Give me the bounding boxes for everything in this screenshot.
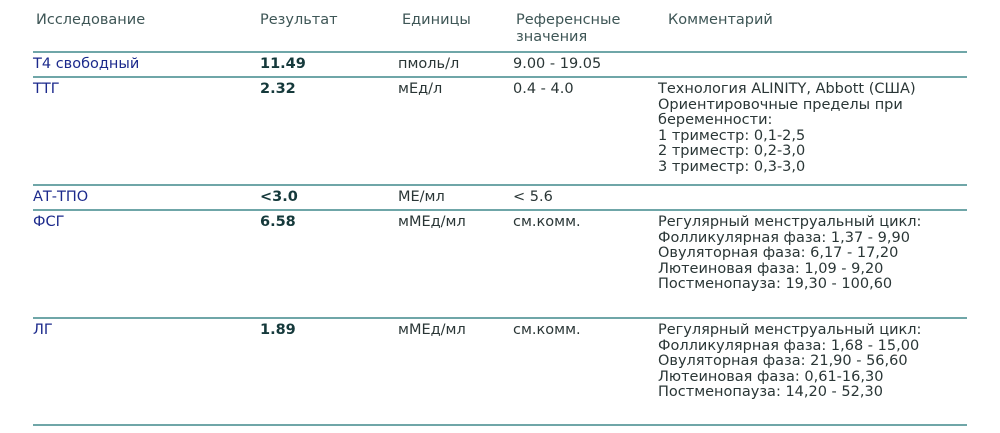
test-units: мМЕд/мл bbox=[398, 322, 466, 338]
test-reference: 9.00 - 19.05 bbox=[513, 56, 602, 72]
test-result: 6.58 bbox=[260, 214, 296, 230]
test-name: АТ-ТПО bbox=[33, 189, 89, 205]
divider bbox=[33, 209, 967, 211]
test-name: Т4 свободный bbox=[33, 56, 140, 72]
divider bbox=[33, 317, 967, 319]
divider bbox=[33, 51, 967, 53]
test-comment: Регулярный менструальный цикл: Фолликулярная фаза: 1,37 - 9,90 Овуляторная фаза: 6,17 - 17,20 Лютеиновая фаза: 1,09 - 9,20 Постменопауза: 19,30 - 100,60 bbox=[658, 214, 922, 292]
test-units: мМЕд/мл bbox=[398, 214, 466, 230]
test-name: ТТГ bbox=[33, 81, 60, 97]
header-units: Единицы bbox=[402, 12, 471, 28]
test-result: 1.89 bbox=[260, 322, 296, 338]
test-reference: < 5.6 bbox=[513, 189, 553, 205]
test-result: 2.32 bbox=[260, 81, 296, 97]
test-comment: Технология ALINITY, Abbott (США) Ориентировочные пределы при беременности: 1 триместр: 0,1-2,5 2 триместр: 0,2-3,0 3 триместр: 0,3-3,0 bbox=[658, 81, 916, 175]
test-name: ЛГ bbox=[33, 322, 53, 338]
divider bbox=[33, 76, 967, 78]
test-result: 11.49 bbox=[260, 56, 306, 72]
divider bbox=[33, 424, 967, 426]
test-units: МЕ/мл bbox=[398, 189, 445, 205]
divider bbox=[33, 184, 967, 186]
header-result: Результат bbox=[260, 12, 338, 28]
header-reference: Референсные значения bbox=[516, 12, 621, 45]
test-result: <3.0 bbox=[260, 189, 298, 205]
test-reference: см.комм. bbox=[513, 322, 581, 338]
test-reference: 0.4 - 4.0 bbox=[513, 81, 574, 97]
test-comment: Регулярный менструальный цикл: Фолликулярная фаза: 1,68 - 15,00 Овуляторная фаза: 21,90 - 56,60 Лютеиновая фаза: 0,61-16,30 Постменопауза: 14,20 - 52,30 bbox=[658, 322, 922, 400]
test-units: мЕд/л bbox=[398, 81, 443, 97]
test-reference: см.комм. bbox=[513, 214, 581, 230]
test-units: пмоль/л bbox=[398, 56, 460, 72]
header-test: Исследование bbox=[36, 12, 146, 28]
header-comment: Комментарий bbox=[668, 12, 773, 28]
test-name: ФСГ bbox=[33, 214, 65, 230]
